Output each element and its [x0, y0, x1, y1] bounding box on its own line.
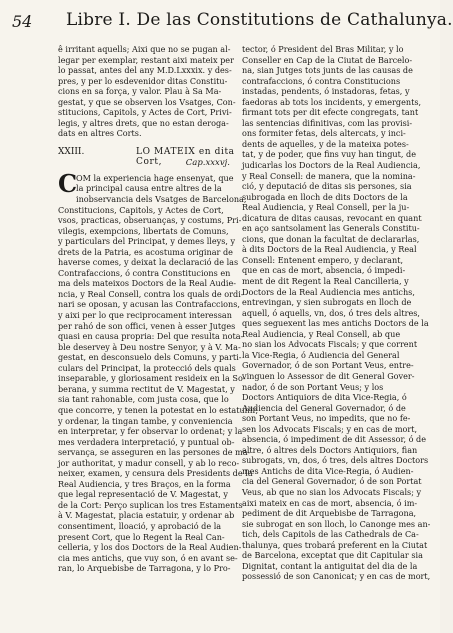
- running-title: Libre I. De las Constitutions de Cathalunya.: [66, 10, 453, 30]
- text-line: faedoras ab tots los incidents, y emergents,: [242, 96, 422, 107]
- text-line: present Cort, que lo Regent la Real Can-: [58, 531, 225, 542]
- intro-paragraph: [58, 44, 238, 139]
- text-line: Conseller en Cap de la Ciutat de Barcelo-: [242, 54, 413, 65]
- text-line: ran, lo Arquebisbe de Tarragona, y lo Pro-: [58, 563, 231, 574]
- text-line: lo passat, antes del any M.D.Lxxxix. y des-: [58, 65, 232, 76]
- text-line: à V. Magestat, placia estatuir, y ordenar ab: [58, 510, 235, 521]
- text-line: y Real Consell: de manera, que la nomina-: [242, 170, 416, 181]
- page-number: 54: [12, 12, 33, 31]
- drop-cap: C: [58, 168, 78, 198]
- text-line: judicarlas los Doctors de la Real Audiencia,: [242, 160, 421, 171]
- text-line: Audiencia del General Governador, ó de: [242, 402, 406, 413]
- text-line: sen los Advocats Fiscals; y en cas de mort,: [242, 423, 418, 434]
- text-line: cions, que donan la facultat de declararlas,: [242, 233, 420, 244]
- text-line: Veus, ab que no sian los Advocats Fiscals; y: [242, 486, 422, 497]
- text-line: ment de dit Regent la Real Cancilleria, y: [242, 276, 409, 287]
- text-line: pediment de dit Arquebisbe de Tarragona,: [242, 508, 417, 519]
- text-line: à dits Doctors de la Real Audiencia, y Real: [242, 244, 417, 255]
- text-line: subrogats, vn, dos, ó tres, dels altres Doctors: [242, 455, 429, 466]
- text-line: mes Antichs de dita Vice-Regia, ó Audien-: [242, 465, 414, 476]
- text-line: absencia, ó impediment de dit Assessor, ó de: [242, 434, 427, 445]
- text-line: nador, ó de son Portant Veus; y los: [242, 381, 384, 392]
- drop-cap-lines: [58, 168, 247, 205]
- left-column: [58, 44, 259, 574]
- text-line: altre, ó altres dels Doctors Antiquiors, fian: [242, 444, 418, 455]
- text-line: tat, y de poder, que fins vuy han tingut, de: [242, 149, 416, 160]
- text-line: Constitucions, Capitols, y Actes de Cort,: [58, 204, 224, 215]
- text-line: Real Audiencia, y Real Consell, per la ju-: [242, 202, 410, 213]
- text-line: vilegis, exempcions, libertats de Comuns,: [58, 225, 229, 236]
- text-line: tich, dels Capitols de las Cathedrals de Ca-: [242, 529, 419, 540]
- text-line: berana, y summa rectitut de V. Magestat, y: [58, 383, 235, 394]
- text-line: dats en altres Corts.: [58, 128, 142, 139]
- text-line: Dignitat, contant la antiguitat del dia de la: [242, 560, 418, 571]
- text-line: ble deservey à Deu nostre Senyor, y à V. Ma-: [58, 341, 241, 352]
- text-line: la Vice-Regia, ó Audiencia del General: [242, 349, 400, 360]
- text-line: ques seguexent las mes antichs Doctors de la: [242, 318, 429, 329]
- text-line: gestat, en desconsuelo dels Comuns, y parti-: [58, 352, 242, 363]
- text-line: na, sian Jutges tots junts de las causas de: [242, 65, 413, 76]
- text-line: de Barcelona, exceptat que dit Capitular sia: [242, 550, 423, 561]
- text-line: Doctors de la Real Audiencia mes antichs,: [242, 286, 415, 297]
- text-line: dents de aquelles, y de la mateixa potes-: [242, 138, 409, 149]
- text-line: Real Audiencia, y tres Braços, en la forma: [58, 478, 231, 489]
- text-line: dicatura de ditas causas, revocant en quant: [242, 212, 422, 223]
- text-line: cia mes antichs, que vuy son, ó en avant se-: [58, 552, 238, 563]
- text-line: drets de la Patria, es acostuma originar de: [58, 246, 233, 257]
- text-line: ció, y deputació de ditas sis persones, sia: [242, 181, 412, 192]
- text-line: las sentencias difinitivas, com las provisi-: [242, 117, 413, 128]
- text-line: en aço santsolament las Generals Constitu-: [242, 223, 420, 234]
- text-line: possessió de son Canonicat; y en cas de mort,: [242, 571, 431, 582]
- text-line: gestat, y que se observen los Vsatges, Con-: [58, 96, 236, 107]
- text-line: y particulars del Principat, y demes lleys, y: [58, 236, 236, 247]
- text-line: thalunya, ques trobará preferent en la Ciutat: [242, 539, 428, 550]
- section-title: LO MATEIX en dita Cort,: [136, 146, 235, 168]
- text-line: no sian los Advocats Fiscals; y que corrent: [242, 339, 418, 350]
- right-column: [242, 44, 431, 582]
- text-line: y aixi per lo que reciprocament interessan: [58, 310, 232, 321]
- text-line: que legal representació de V. Magestat, y: [58, 489, 229, 500]
- text-line: legis, y altres drets, que no estan deroga-: [58, 117, 229, 128]
- text-line: culars del Principat, la protecció dels quals: [58, 362, 236, 373]
- text-line: ê irritant aquells; Aixi que no se pugan al-: [58, 44, 231, 54]
- text-line: ncia, y Real Consell, contra los quals de ordi-: [58, 288, 244, 299]
- text-line: jor authoritat, y madur consell, y ab lo reco-: [58, 457, 240, 468]
- section-body: [58, 168, 259, 574]
- text-line: vinguen lo Assessor de dit General Gover-: [242, 370, 415, 381]
- text-line: Real Audiencia, y Real Consell, ab que: [242, 328, 401, 339]
- text-line: pres, y per lo esdevenidor ditas Constitu-: [58, 75, 228, 86]
- text-line: quasi en causa propria: Del que resulta nota-: [58, 331, 244, 342]
- text-line: aquell, ó aquells, vn, dos, ó tres dels altres,: [242, 307, 420, 318]
- text-line: per rahó de son offici, venen à esser Jutges: [58, 320, 236, 331]
- section-chapter: Cap.xxxvj.: [185, 157, 230, 168]
- text-line: subrogada en lloch de dits Doctors de la: [242, 191, 408, 202]
- text-line: vsos, practicas, obseruanças, y costums, Pri-: [58, 215, 242, 226]
- text-line: firmant tots per dit efecte congregats, tant: [242, 107, 419, 118]
- right-column-text: [242, 44, 431, 582]
- text-line: nari se oposan, y acusan las Contrafaccions,: [58, 299, 240, 310]
- text-line: neixer, examen, y censura dels Presidents de la: [58, 468, 253, 479]
- text-line: haverse comes, y deixat la declaració de las: [58, 257, 239, 268]
- text-line: contrafaccions, ó contra Constitucions: [242, 75, 401, 86]
- text-line: Consell: Entenent empero, y declarant,: [242, 254, 404, 265]
- text-line: Contrafaccions, ó contra Constitucions en: [58, 267, 231, 278]
- text-line: ons formiter fetas, dels altercats, y inci-: [242, 128, 406, 139]
- text-line: que concorre, y tenen la potestat en lo estatuhir,: [58, 404, 259, 415]
- text-line: cia del General Governador, ó de son Portat: [242, 476, 422, 487]
- text-line: inseparable, y gloriosament resideix en la So-: [58, 373, 246, 384]
- text-line: y ordenar, la tingan tambe, y conveniencia: [58, 415, 233, 426]
- text-line: OM la experiencia hage ensenyat, que: [76, 172, 234, 183]
- text-line: entrevingan, y sien subrogats en lloch de: [242, 297, 412, 308]
- page-header: [12, 10, 453, 36]
- text-line: sia tant rahonable, com justa cosa, que lo: [58, 394, 229, 405]
- text-line: Doctors Antiquiors de dita Vice-Regia, ó: [242, 392, 407, 403]
- text-line: de la Cort: Perço suplican los tres Estaments: [58, 499, 243, 510]
- text-line: consentiment, lloació, y aprobació de la: [58, 520, 222, 531]
- text-line: en interpretar, y fer observar lo ordenat; y la: [58, 426, 243, 437]
- text-line: servança, se asseguren en las persones de ma-: [58, 447, 251, 458]
- text-line: legar per exemplar, restant aixi mateix per: [58, 54, 234, 65]
- text-line: son Portant Veus, no impedits, que no fe-: [242, 413, 411, 424]
- text-line: cions en sa força, y valor. Plau à Sa Ma-: [58, 86, 222, 97]
- text-line: la principal causa entre altres de la: [76, 183, 222, 194]
- body-paragraph: [58, 204, 259, 574]
- text-line: Governador, ó de son Portant Veus, entre-: [242, 360, 414, 371]
- section-heading: [58, 147, 238, 169]
- text-line: stitucions, Capitols, y Actes de Cort, Privi-: [58, 107, 232, 118]
- text-line: instadas, pendents, ó instadoras, fetas, y: [242, 86, 410, 97]
- text-line: que en cas de mort, absencia, ó impedi-: [242, 265, 406, 276]
- text-line: aixi mateix en cas de mort, absencia, ó im-: [242, 497, 418, 508]
- text-line: celleria, y los dos Doctors de la Real Audien-: [58, 542, 242, 553]
- text-line: ma dels mateixos Doctors de la Real Audie-: [58, 278, 237, 289]
- section-number: XXIII.: [58, 146, 85, 157]
- text-line: tector, ó President del Bras Militar, y lo: [242, 44, 404, 54]
- text-line: inobservancia dels Vsatges de Barcelona,: [76, 194, 247, 205]
- text-line: mes verdadera interpretació, y puntual ob-: [58, 436, 235, 447]
- text-line: sie subrogat en son lloch, lo Canonge mes an-: [242, 518, 431, 529]
